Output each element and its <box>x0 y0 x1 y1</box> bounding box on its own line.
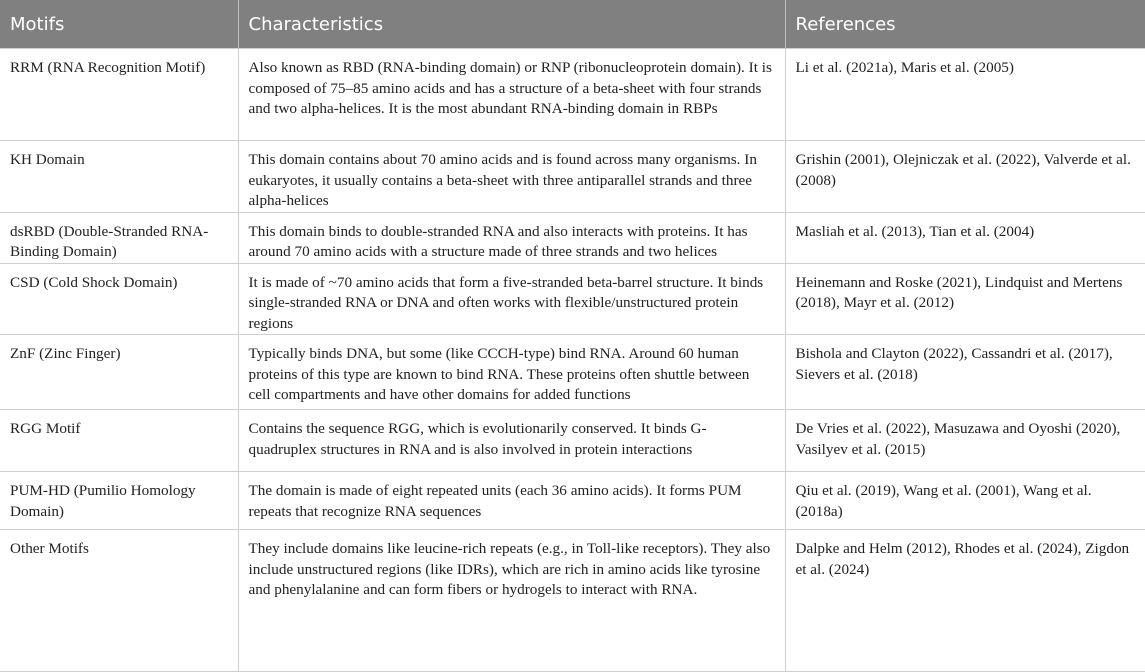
table-row <box>0 212 1145 263</box>
table-row <box>0 335 1145 410</box>
motif-cell: CSD (Cold Shock Domain) <box>0 263 238 335</box>
references-cell: Heinemann and Roske (2021), Lindquist and Mertens (2018), Mayr et al. (2012) <box>785 263 1145 335</box>
table-row <box>0 263 1145 335</box>
characteristics-cell: Typically binds DNA, but some (like CCCH-type) bind RNA. Around 60 human proteins of this type are known to bind RNA. These proteins often shuttle between cell compartments and have other domains for added functions <box>238 335 785 410</box>
motif-cell: RGG Motif <box>0 410 238 472</box>
characteristics-cell: This domain contains about 70 amino acids and is found across many organisms. In eukaryotes, it usually contains a beta-sheet with three antiparallel strands and three alpha-helices <box>238 141 785 213</box>
characteristics-cell: It is made of ~70 amino acids that form a five-stranded beta-barrel structure. It binds single-stranded RNA or DNA and often works with flexible/unstructured protein regions <box>238 263 785 335</box>
references-cell: Dalpke and Helm (2012), Rhodes et al. (2024), Zigdon et al. (2024) <box>785 530 1145 672</box>
table-row <box>0 49 1145 141</box>
references-cell: Qiu et al. (2019), Wang et al. (2001), Wang et al. (2018a) <box>785 472 1145 530</box>
references-cell: De Vries et al. (2022), Masuzawa and Oyoshi (2020), Vasilyev et al. (2015) <box>785 410 1145 472</box>
header-row <box>0 0 1145 49</box>
characteristics-cell: This domain binds to double-stranded RNA and also interacts with proteins. It has around 70 amino acids with a structure made of three strands and two helices <box>238 212 785 263</box>
table-row <box>0 410 1145 472</box>
characteristics-cell: The domain is made of eight repeated units (each 36 amino acids). It forms PUM repeats that recognize RNA sequences <box>238 472 785 530</box>
characteristics-cell: Also known as RBD (RNA-binding domain) or RNP (ribonucleoprotein domain). It is composed of 75–85 amino acids and has a structure of a beta-sheet with four strands and two alpha-helices. It is the most abundant RNA-binding domain in RBPs <box>238 49 785 141</box>
table-row <box>0 530 1145 672</box>
motif-cell: Other Motifs <box>0 530 238 672</box>
header-motifs: Motifs <box>0 0 238 49</box>
table-row <box>0 472 1145 530</box>
references-cell: Li et al. (2021a), Maris et al. (2005) <box>785 49 1145 141</box>
references-cell: Masliah et al. (2013), Tian et al. (2004) <box>785 212 1145 263</box>
references-cell: Grishin (2001), Olejniczak et al. (2022), Valverde et al. (2008) <box>785 141 1145 213</box>
table-row <box>0 141 1145 213</box>
characteristics-cell: They include domains like leucine-rich repeats (e.g., in Toll-like receptors). They also include unstructured regions (like IDRs), which are rich in amino acids like tyrosine and phenylalanine and can form fibers or hydrogels to interact with RNA. <box>238 530 785 672</box>
header-characteristics: Characteristics <box>238 0 785 49</box>
motif-cell: ZnF (Zinc Finger) <box>0 335 238 410</box>
motif-cell: RRM (RNA Recognition Motif) <box>0 49 238 141</box>
motif-cell: dsRBD (Double-Stranded RNA-Binding Domain) <box>0 212 238 263</box>
motif-cell: PUM-HD (Pumilio Homology Domain) <box>0 472 238 530</box>
references-cell: Bishola and Clayton (2022), Cassandri et al. (2017), Sievers et al. (2018) <box>785 335 1145 410</box>
header-references: References <box>785 0 1145 49</box>
characteristics-cell: Contains the sequence RGG, which is evolutionarily conserved. It binds G-quadruplex structures in RNA and is also involved in protein interactions <box>238 410 785 472</box>
motif-cell: KH Domain <box>0 141 238 213</box>
